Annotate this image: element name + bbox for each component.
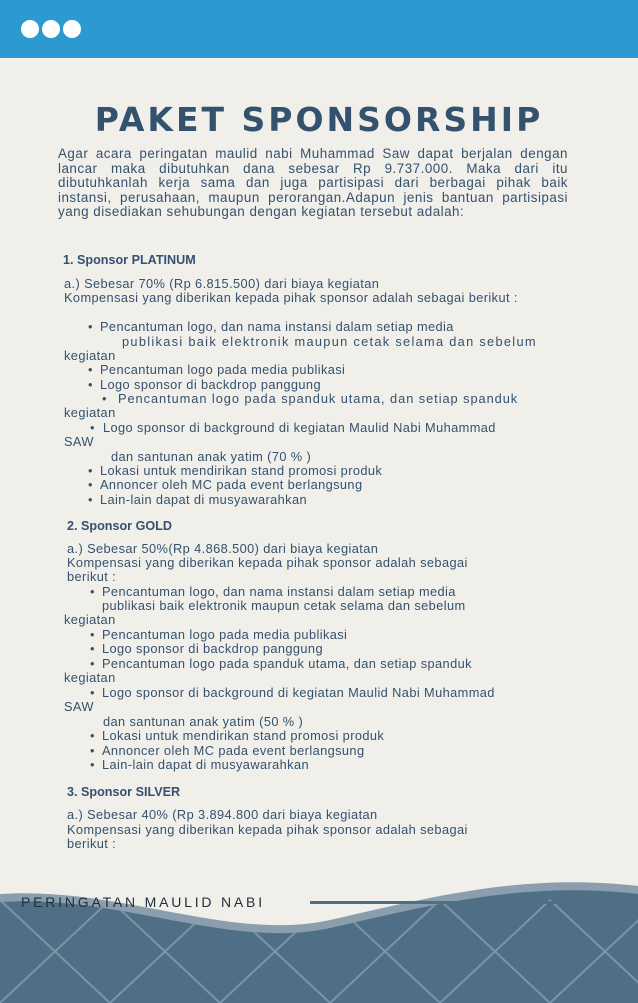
bullet-icon: • [90, 656, 95, 671]
gold-item-cont: dan santunan anak yatim (50 % ) [103, 714, 304, 729]
bullet-icon: • [88, 477, 93, 492]
intro-paragraph: Agar acara peringatan maulid nabi Muhammad Saw dapat berjalan dengan lancar maka dibutuhkan dana sebesar Rp 9.737.000. Maka dari itu dibutuhkanlah kerja sama dan juga partisipasi dari berbagai pihak baik instansi, perusahaan, maupun perorangan.Adapun jenis bantuan partisipasi yang disediakan sehubungan dengan kegiatan tersebut adalah: [58, 146, 568, 220]
bullet-icon: • [88, 319, 93, 334]
section-heading-gold: 2. Sponsor GOLD [67, 519, 172, 533]
gold-item: Pencantuman logo, dan nama instansi dalam setiap media [102, 584, 456, 599]
bullet-icon: • [90, 420, 95, 435]
platinum-item: Annoncer oleh MC pada event berlangsung [100, 477, 363, 492]
bullet-icon: • [88, 492, 93, 507]
platinum-item: Pencantuman logo pada spanduk utama, dan setiap spanduk [118, 391, 519, 406]
section-heading-silver: 3. Sponsor SILVER [67, 785, 181, 799]
gold-item-cont: kegiatan [64, 612, 116, 627]
bullet-icon: • [102, 391, 107, 406]
platinum-item: Logo sponsor di backdrop panggung [100, 377, 321, 392]
bullet-icon: • [90, 728, 95, 743]
platinum-item-cont: kegiatan [64, 405, 116, 420]
platinum-item-cont: dan santunan anak yatim (70 % ) [111, 449, 312, 464]
gold-item-cont: publikasi baik elektronik maupun cetak selama dan sebelum [102, 598, 466, 613]
platinum-item-cont: publikasi baik elektronik maupun cetak selama dan sebelum [122, 334, 537, 349]
gold-item: Logo sponsor di backdrop panggung [102, 641, 323, 656]
gold-compensation: Kompensasi yang diberikan kepada pihak sponsor adalah sebagai [67, 555, 468, 570]
bullet-icon: • [90, 685, 95, 700]
platinum-item: Pencantuman logo, dan nama instansi dalam setiap media [100, 319, 454, 334]
dot-icon [42, 20, 60, 38]
gold-compensation: berikut : [67, 569, 117, 584]
gold-item-cont: kegiatan [64, 670, 116, 685]
bullet-icon: • [90, 743, 95, 758]
silver-compensation: berikut : [67, 836, 117, 851]
gold-item: Logo sponsor di background di kegiatan Maulid Nabi Muhammad [102, 685, 495, 700]
dot-icon [21, 20, 39, 38]
section-heading-platinum: 1. Sponsor PLATINUM [63, 253, 196, 267]
gold-item: Pencantuman logo pada media publikasi [102, 627, 348, 642]
bullet-icon: • [88, 377, 93, 392]
platinum-item: Lain-lain dapat di musyawarahkan [100, 492, 308, 507]
bullet-icon: • [90, 641, 95, 656]
gold-item: Lokasi untuk mendirikan stand promosi produk [102, 728, 385, 743]
platinum-item-cont: kegiatan [64, 348, 116, 363]
page-title: PAKET SPONSORSHIP [94, 100, 544, 139]
gold-item: Pencantuman logo pada spanduk utama, dan setiap spanduk [102, 656, 472, 671]
bullet-icon: • [88, 362, 93, 377]
gold-cost: a.) Sebesar 50%(Rp 4.868.500) dari biaya kegiatan [67, 541, 379, 556]
bullet-icon: • [88, 463, 93, 478]
dot-icon [63, 20, 81, 38]
platinum-item: Pencantuman logo pada media publikasi [100, 362, 346, 377]
silver-compensation: Kompensasi yang diberikan kepada pihak sponsor adalah sebagai [67, 822, 468, 837]
gold-item: Lain-lain dapat di musyawarahkan [102, 757, 310, 772]
footer-title: PERINGATAN MAULID NABI [21, 894, 265, 910]
bullet-icon: • [90, 584, 95, 599]
platinum-item: Lokasi untuk mendirikan stand promosi produk [100, 463, 383, 478]
platinum-item: Logo sponsor di background di kegiatan Maulid Nabi Muhammad [103, 420, 496, 435]
bullet-icon: • [90, 627, 95, 642]
bullet-icon: • [90, 757, 95, 772]
platinum-item-cont: SAW [64, 434, 94, 449]
silver-cost: a.) Sebesar 40% (Rp 3.894.800 dari biaya kegiatan [67, 807, 378, 822]
platinum-cost: a.) Sebesar 70% (Rp 6.815.500) dari biaya kegiatan [64, 276, 380, 291]
footer-divider [310, 901, 638, 904]
gold-item: Annoncer oleh MC pada event berlangsung [102, 743, 365, 758]
gold-item-cont: SAW [64, 699, 94, 714]
top-header-bar [0, 0, 638, 58]
platinum-compensation: Kompensasi yang diberikan kepada pihak sponsor adalah sebagai berikut : [64, 290, 518, 305]
